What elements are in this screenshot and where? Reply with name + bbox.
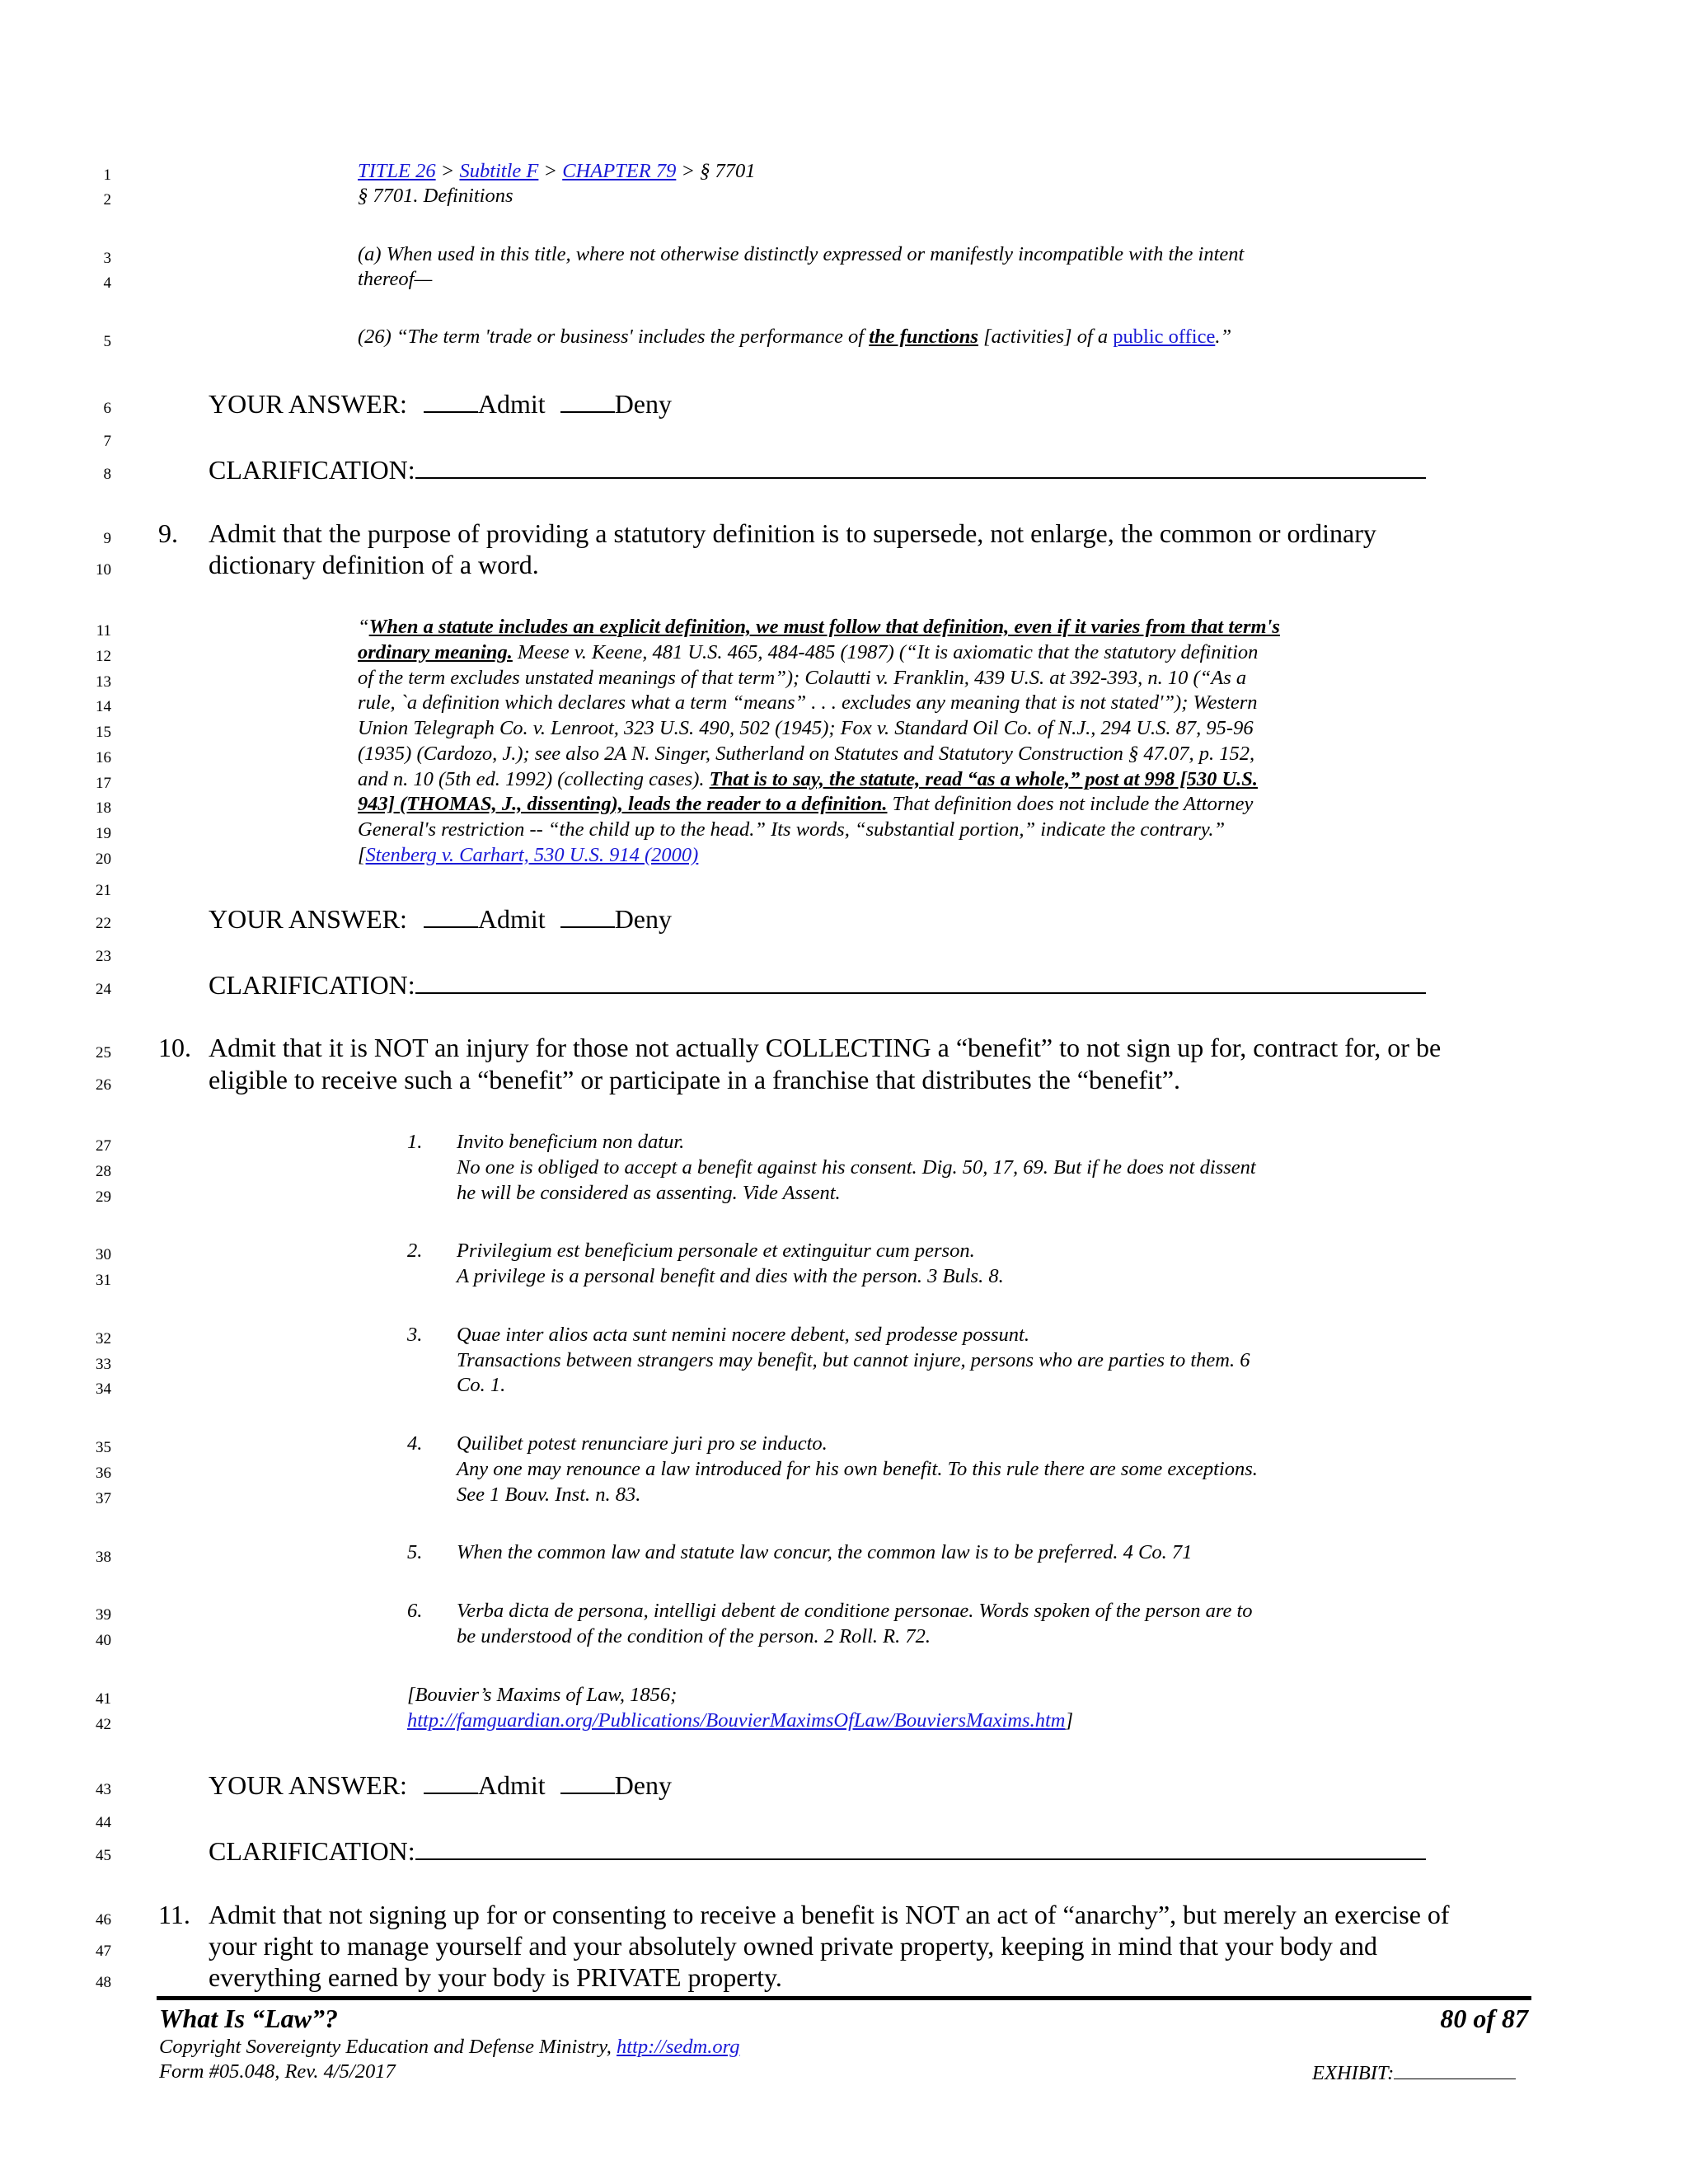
- maxim-line: Invito beneficium non datur.: [457, 1131, 685, 1153]
- line-number: 7: [103, 433, 111, 450]
- quote-emphasis: the functions: [869, 326, 978, 348]
- line-number: 41: [96, 1690, 111, 1708]
- line-number: 26: [96, 1076, 111, 1094]
- line-number: 33: [96, 1356, 111, 1373]
- maxim-line: be understood of the condition of the person. 2 Roll. R. 72.: [457, 1625, 931, 1647]
- maxim-number: 5.: [407, 1541, 423, 1563]
- clarification-row: [209, 1837, 1426, 1864]
- quote-text: That definition does not include the Attorney: [887, 793, 1254, 815]
- line-number: 4: [103, 274, 111, 292]
- copyright-text: Copyright Sovereignty Education and Defense Ministry,: [159, 2036, 617, 2058]
- admit-label: Admit: [477, 1770, 546, 1800]
- quote-text: [: [358, 844, 366, 866]
- maxim-number: 4.: [407, 1432, 423, 1455]
- quote-mark: “: [358, 616, 369, 638]
- breadcrumb-subtitle-link[interactable]: Subtitle F: [459, 160, 539, 182]
- breadcrumb-chapter-link[interactable]: CHAPTER 79: [562, 160, 677, 182]
- breadcrumb: [358, 162, 756, 182]
- line-number: 46: [96, 1911, 111, 1929]
- page-number: 80 of 87: [1440, 2004, 1528, 2033]
- quote-line: thereof—: [358, 268, 433, 290]
- line-number: 9: [103, 530, 111, 547]
- line-number: 2: [103, 191, 111, 209]
- maxim-number: 6.: [407, 1600, 423, 1622]
- maxim-number: 3.: [407, 1324, 423, 1346]
- line-number: 36: [96, 1465, 111, 1482]
- line-number: 28: [96, 1163, 111, 1180]
- line-number: 19: [96, 825, 111, 842]
- clarification-label: CLARIFICATION:: [209, 1836, 415, 1866]
- line-number: 38: [96, 1549, 111, 1566]
- maxim-line: Any one may renounce a law introduced for his own benefit. To this rule there are some exceptions.: [457, 1458, 1258, 1480]
- line-number: 34: [96, 1380, 111, 1398]
- answer-row: [209, 1771, 672, 1798]
- maxim-line: Transactions between strangers may benefit, but cannot injure, persons who are parties to them. 6: [457, 1349, 1250, 1371]
- deny-blank[interactable]: [560, 1771, 615, 1794]
- quote-line: [358, 794, 1253, 815]
- line-number: 31: [96, 1272, 111, 1289]
- quote-line: of the term excludes unstated meanings of that term”); Colautti v. Franklin, 439 U.S. at 392-393, n. 10 (“As a: [358, 667, 1247, 689]
- line-number: 15: [96, 724, 111, 741]
- maxim-number: 1.: [407, 1131, 423, 1153]
- line-number: 29: [96, 1188, 111, 1206]
- quote-line: Union Telegraph Co. v. Lenroot, 323 U.S. 490, 502 (1945); Fox v. Standard Oil Co. of N.J., 294 U.S. 87, 95-96: [358, 717, 1254, 739]
- line-number: 23: [96, 948, 111, 965]
- clarification-row: [209, 456, 1426, 483]
- quote-text: (26) “The term 'trade or business' includes the performance of: [358, 326, 870, 348]
- sedm-link[interactable]: http://sedm.org: [617, 2036, 740, 2058]
- line-number: 24: [96, 981, 111, 998]
- breadcrumb-section: > § 7701: [676, 160, 756, 182]
- clarification-blank[interactable]: [415, 971, 1426, 994]
- quote-line: (a) When used in this title, where not otherwise distinctly expressed or manifestly incompatible with the intent: [358, 243, 1245, 265]
- line-number: 47: [96, 1943, 111, 1960]
- quote-line: [358, 643, 1258, 663]
- line-number: 11: [96, 622, 111, 640]
- line-number: 42: [96, 1716, 111, 1733]
- question-number: 10.: [158, 1033, 191, 1062]
- line-number: 35: [96, 1439, 111, 1456]
- question-text: everything earned by your body is PRIVATE property.: [209, 1962, 782, 1992]
- question-text: dictionary definition of a word.: [209, 550, 539, 579]
- maxim-line: he will be considered as assenting. Vide Assent.: [457, 1182, 841, 1204]
- line-number: 18: [96, 799, 111, 817]
- definition-26: [358, 327, 1231, 348]
- section-heading: § 7701. Definitions: [358, 185, 513, 207]
- breadcrumb-title-link[interactable]: TITLE 26: [358, 160, 436, 182]
- maxim-line: Privilegium est beneficium personale et extinguitur cum person.: [457, 1240, 975, 1262]
- maxim-line: A privilege is a personal benefit and dies with the person. 3 Buls. 8.: [457, 1265, 1004, 1287]
- exhibit-line: [1312, 2060, 1516, 2085]
- maxims-source-link-row: [407, 1711, 1073, 1732]
- maxims-source: [Bouvier’s Maxims of Law, 1856;: [407, 1684, 678, 1706]
- line-number: 48: [96, 1974, 111, 1991]
- line-number: 10: [96, 561, 111, 579]
- line-number: 8: [103, 466, 111, 483]
- line-number: 1: [103, 166, 111, 184]
- line-number: 43: [96, 1781, 111, 1798]
- form-number: Form #05.048, Rev. 4/5/2017: [159, 2060, 396, 2083]
- footer-divider: [157, 1996, 1531, 2000]
- quote-emphasis: ordinary meaning.: [358, 641, 513, 663]
- admit-blank[interactable]: [424, 1771, 478, 1794]
- quote-line: (1935) (Cardozo, J.); see also 2A N. Singer, Sutherland on Statutes and Statutory Construction § 47.07, p. 152,: [358, 743, 1255, 765]
- exhibit-blank[interactable]: [1394, 2060, 1516, 2079]
- maxim-line: No one is obliged to accept a benefit against his consent. Dig. 50, 17, 69. But if he does not dissent: [457, 1156, 1256, 1179]
- document-title: What Is “Law”?: [159, 2004, 338, 2033]
- maxim-line: Co. 1.: [457, 1374, 506, 1396]
- line-number: 32: [96, 1330, 111, 1347]
- quote-line: rule, `a definition which declares what a term “means” . . . excludes any meaning that is not stated'”); Western: [358, 691, 1258, 714]
- exhibit-label: EXHIBIT:: [1312, 2062, 1395, 2084]
- clarification-blank[interactable]: [415, 456, 1426, 479]
- clarification-label: CLARIFICATION:: [209, 970, 415, 1000]
- line-number: 20: [96, 851, 111, 868]
- deny-label: Deny: [614, 904, 672, 934]
- maxim-line: See 1 Bouv. Inst. n. 83.: [457, 1483, 641, 1506]
- maxim-line: Quilibet potest renunciare juri pro se inducto.: [457, 1432, 828, 1455]
- quote-text: and n. 10 (5th ed. 1992) (collecting cases).: [358, 768, 710, 790]
- deny-blank[interactable]: [560, 905, 615, 928]
- quote-emphasis: When a statute includes an explicit definition, we must follow that definition, even if it varies from that term's: [368, 616, 1280, 638]
- line-number: 45: [96, 1847, 111, 1864]
- quote-line: General's restriction -- “the child up to the head.” Its words, “substantial portion,” indicate the contrary.”: [358, 818, 1226, 841]
- public-office-link[interactable]: public office: [1113, 326, 1216, 348]
- admit-label: Admit: [477, 904, 546, 934]
- bouvier-maxims-link[interactable]: http://famguardian.org/Publications/BouvierMaximsOfLaw/BouviersMaxims.htm: [407, 1709, 1066, 1732]
- quote-line: [358, 770, 1258, 790]
- deny-blank[interactable]: [560, 390, 615, 413]
- admit-label: Admit: [477, 389, 546, 419]
- quote-emphasis: 943] (THOMAS, J., dissenting), leads the reader to a definition.: [358, 793, 888, 815]
- quote-emphasis: That is to say, the statute, read “as a whole,” post at 998 [530 U.S.: [709, 768, 1259, 790]
- copyright-line: [159, 2036, 740, 2059]
- answer-label: YOUR ANSWER:: [209, 389, 407, 419]
- question-text: Admit that it is NOT an injury for those not actually COLLECTING a “benefit” to not sign up for, contract for, or be: [209, 1033, 1442, 1062]
- line-number: 30: [96, 1246, 111, 1263]
- maxim-line: When the common law and statute law concur, the common law is to be preferred. 4 Co. 71: [457, 1541, 1193, 1563]
- deny-label: Deny: [614, 389, 672, 419]
- maxim-line: Quae inter alios acta sunt nemini nocere debent, sed prodesse possunt.: [457, 1324, 1029, 1346]
- quote-line: [358, 617, 1280, 638]
- question-text: eligible to receive such a “benefit” or participate in a franchise that distributes the “benefit”.: [209, 1065, 1181, 1094]
- question-number: 9.: [158, 518, 178, 548]
- line-number: 14: [96, 698, 111, 715]
- quote-text: .”: [1215, 326, 1232, 348]
- stenberg-citation-link[interactable]: Stenberg v. Carhart, 530 U.S. 914 (2000): [365, 844, 699, 866]
- clarification-blank[interactable]: [415, 1837, 1426, 1860]
- line-number: 3: [103, 250, 111, 267]
- quote-text: Meese v. Keene, 481 U.S. 465, 484-485 (1987) (“It is axiomatic that the statutory definition: [512, 641, 1259, 663]
- line-number: 44: [96, 1814, 111, 1831]
- admit-blank[interactable]: [424, 905, 478, 928]
- answer-label: YOUR ANSWER:: [209, 1770, 407, 1800]
- answer-row: [209, 905, 672, 932]
- clarification-row: [209, 971, 1426, 998]
- line-number: 16: [96, 749, 111, 766]
- deny-label: Deny: [614, 1770, 672, 1800]
- question-number: 11.: [158, 1900, 190, 1929]
- line-number: 27: [96, 1137, 111, 1155]
- answer-label: YOUR ANSWER:: [209, 904, 407, 934]
- answer-row: [209, 390, 672, 417]
- breadcrumb-separator: >: [538, 160, 563, 182]
- quote-text: ]: [1065, 1709, 1074, 1732]
- breadcrumb-separator: >: [435, 160, 460, 182]
- line-number: 25: [96, 1044, 111, 1062]
- clarification-label: CLARIFICATION:: [209, 455, 415, 485]
- admit-blank[interactable]: [424, 390, 478, 413]
- line-number: 12: [96, 648, 111, 665]
- line-number: 39: [96, 1606, 111, 1624]
- line-number: 37: [96, 1490, 111, 1507]
- line-number: 13: [96, 673, 111, 691]
- maxim-number: 2.: [407, 1240, 423, 1262]
- line-number: 22: [96, 915, 111, 932]
- line-number: 17: [96, 775, 111, 792]
- line-number: 21: [96, 882, 111, 899]
- line-number: 6: [103, 400, 111, 417]
- quote-citation: [358, 846, 698, 866]
- question-text: your right to manage yourself and your absolutely owned private property, keeping in mind that your body and: [209, 1931, 1378, 1961]
- question-text: Admit that the purpose of providing a statutory definition is to supersede, not enlarge, the common or ordinary: [209, 518, 1376, 548]
- maxim-line: Verba dicta de persona, intelligi debent de conditione personae. Words spoken of the person are to: [457, 1600, 1253, 1622]
- line-number: 5: [103, 333, 111, 350]
- question-text: Admit that not signing up for or consenting to receive a benefit is NOT an act of “anarchy”, but merely an exercise of: [209, 1900, 1450, 1929]
- quote-text: [activities] of a: [978, 326, 1114, 348]
- line-number: 40: [96, 1632, 111, 1649]
